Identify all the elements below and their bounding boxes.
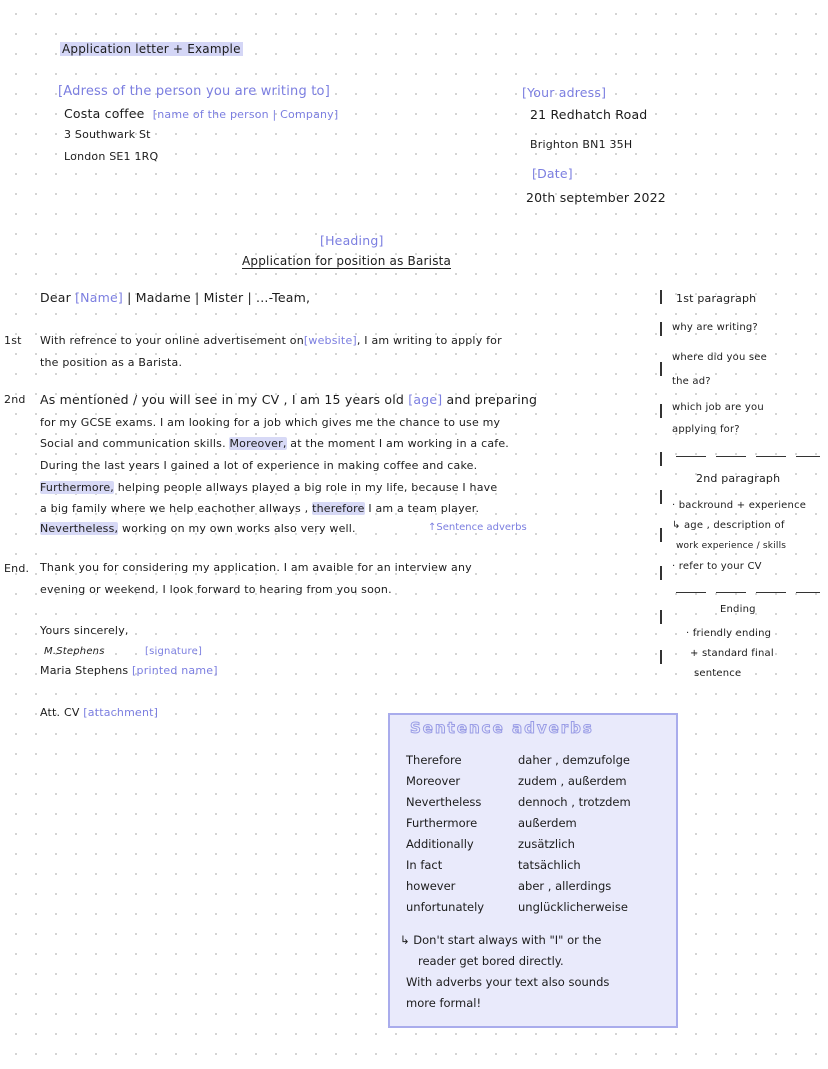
printed-name-label: [printed name]: [132, 664, 218, 677]
side-ending-line-1: · friendly ending: [686, 628, 772, 639]
side-p2-line-3: work experience / skills: [676, 541, 787, 551]
side-divider: [660, 322, 662, 336]
side-p1-title: 1st paragraph: [676, 292, 757, 305]
paragraph-2-line-4: During the last years I gained a lot of experience in making coffee and cake.: [40, 459, 478, 472]
ending-line-2: evening or weekend. I look forward to hearing from you soon.: [40, 583, 392, 596]
adverbs-tip-line-3: With adverbs your text also sounds: [406, 975, 610, 989]
side-p1-line-1: why are writing?: [672, 322, 758, 333]
side-p2-line-2: ↳ age , description of: [672, 520, 785, 531]
paragraph-2-line-3: Social and communication skills. Moreover, at the moment I am working in a cafe.: [40, 437, 509, 450]
paragraph-2-line-6: a big family where we help eachother allways , therefore I am a team player.: [40, 502, 480, 515]
side-divider: [660, 362, 662, 376]
divider-dash: [676, 592, 706, 593]
side-ending-title: Ending: [720, 604, 756, 615]
side-p1-line-2: where did you see: [672, 352, 768, 363]
side-p1-line-5: applying for?: [672, 424, 740, 435]
side-p1-line-4: which job are you: [672, 402, 764, 413]
arrow-up-icon: ↑: [428, 522, 437, 533]
paragraph-1-line-2: the position as a Barista.: [40, 356, 183, 369]
adverb-de: außerdem: [518, 816, 577, 830]
adverb-moreover: Moreover,: [229, 437, 287, 450]
paragraph-1-marker: 1st: [4, 334, 22, 347]
recipient-line-2: 3 Southwark St: [64, 128, 151, 141]
adverbs-tip-line-4: more formal!: [406, 996, 482, 1010]
adverbs-tip-line-2: reader get bored directly.: [418, 954, 564, 968]
paragraph-2-line-2: for my GCSE exams. I am looking for a job which gives me the chance to use my: [40, 416, 501, 429]
date-label: [Date]: [532, 166, 573, 181]
sender-line-1: 21 Redhatch Road: [530, 107, 648, 122]
side-divider: [660, 610, 662, 624]
signature-label: [signature]: [145, 646, 203, 657]
adverb-en: In fact: [406, 858, 443, 872]
age-label: [age]: [408, 392, 443, 407]
adverb-de: zudem , außerdem: [518, 774, 627, 788]
paragraph-2-line-1: As mentioned / you will see in my CV , I am 15 years old [age] and preparing: [40, 392, 538, 407]
sentence-adverbs-title: Sentence adverbs: [410, 719, 594, 737]
side-ending-line-2: + standard final: [690, 648, 774, 659]
adverb-furthermore: Furthermore,: [40, 481, 114, 494]
divider-dash: [756, 456, 786, 457]
attachment-label: [attachment]: [83, 706, 159, 719]
adverb-nevertheless: Nevertheless,: [40, 522, 119, 535]
ending-marker: End.: [4, 562, 30, 575]
signature: M.Stephens: [44, 646, 105, 657]
adverb-therefore: therefore: [312, 502, 365, 515]
name-label: [Name]: [75, 290, 123, 305]
printed-name: Maria Stephens [printed name]: [40, 664, 218, 677]
adverb-en: however: [406, 879, 456, 893]
divider-dash: [716, 456, 746, 457]
adverb-de: tatsächlich: [518, 858, 581, 872]
divider-dash: [676, 456, 706, 457]
adverb-en: Additionally: [406, 837, 474, 851]
adverbs-tip-line-1: ↳ Don't start always with "I" or the: [400, 933, 602, 947]
sentence-adverbs-note: ↑Sentence adverbs: [428, 522, 527, 533]
recipient-line-1: Costa coffee [name of the person | Company]: [64, 106, 339, 121]
adverb-de: daher , demzufolge: [518, 753, 630, 767]
recipient-line-3: London SE1 1RQ: [64, 150, 159, 163]
adverb-de: dennoch , trotzdem: [518, 795, 631, 809]
sender-address-label: [Your adress]: [522, 85, 607, 100]
letter-heading: Application for position as Barista: [242, 254, 452, 268]
closing-sincerely: Yours sincerely,: [40, 624, 129, 637]
divider-dash: [756, 592, 786, 593]
side-divider: [660, 404, 662, 418]
recipient-address-label: [Adress of the person you are writing to]: [58, 84, 330, 99]
adverb-en: Moreover: [406, 774, 461, 788]
divider-dash: [716, 592, 746, 593]
sender-line-2: Brighton BN1 35H: [530, 138, 633, 151]
side-divider: [660, 490, 662, 504]
side-ending-line-3: sentence: [694, 668, 742, 679]
side-divider: [660, 566, 662, 580]
adverb-en: unfortunately: [406, 900, 485, 914]
date: 20th september 2022: [526, 190, 666, 205]
divider-dash: [796, 456, 820, 457]
paragraph-2-marker: 2nd: [4, 393, 26, 406]
paragraph-2-line-7: Nevertheless, working on my own works also very well.: [40, 522, 356, 535]
ending-line-1: Thank you for considering my application. I am avaible for an interview any: [40, 561, 472, 574]
side-divider: [660, 290, 662, 304]
side-p2-line-1: · backround + experience: [672, 500, 807, 511]
side-divider: [660, 650, 662, 664]
adverb-de: aber , allerdings: [518, 879, 612, 893]
adverb-de: zusätzlich: [518, 837, 575, 851]
attachment: Att. CV [attachment]: [40, 706, 159, 719]
paragraph-1-line-1: With refrence to your online advertisement on[website], I am writing to apply for: [40, 334, 502, 347]
page-title: Application letter + Example: [62, 42, 241, 56]
adverb-en: Therefore: [406, 753, 462, 767]
paragraph-2-line-5: Furthermore, helping people allways played a big role in my life, because I have: [40, 481, 498, 494]
sentence-adverbs-box: [388, 713, 678, 1028]
divider-dash: [796, 592, 820, 593]
adverb-en: Furthermore: [406, 816, 478, 830]
side-p2-line-4: · refer to your CV: [672, 561, 762, 572]
side-divider: [660, 528, 662, 542]
website-label: [website]: [303, 334, 357, 347]
heading-label: [Heading]: [320, 233, 384, 248]
greeting: Dear [Name] | Madame | Mister | ...-Team,: [40, 290, 311, 305]
adverb-en: Nevertheless: [406, 795, 482, 809]
recipient-name-label: [name of the person | Company]: [152, 108, 339, 121]
side-p1-line-3: the ad?: [672, 376, 711, 387]
adverb-de: unglücklicherweise: [518, 900, 628, 914]
side-divider: [660, 452, 662, 466]
side-p2-title: 2nd paragraph: [696, 472, 781, 485]
